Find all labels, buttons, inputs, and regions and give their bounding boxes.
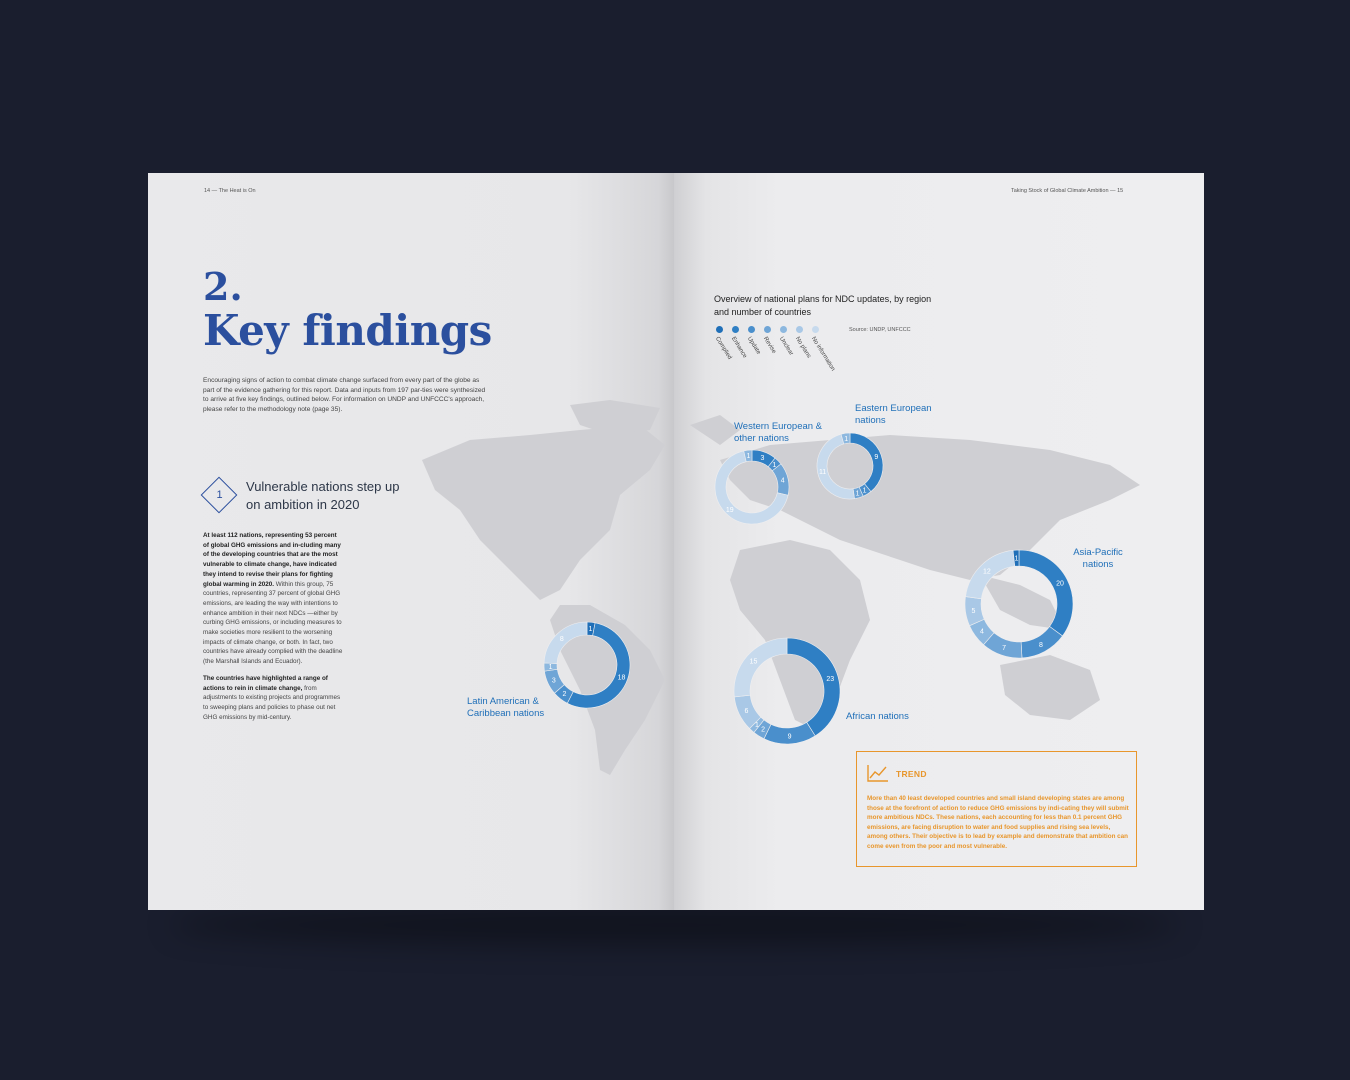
body-p1-rest: Within this group, 75 countries, representing 37 percent of global GHG emissions, are leading the way with intentions to enhance ambition in their next NDCs —either by curbing GHG emissions, or including measures to make societies more resilient to the worsening impacts of climate change, or both. In fact, two countries have already complied with the deadline (the Marshall Islands and Ecuador). — [203, 580, 343, 666]
donut-segment-enhance — [850, 433, 883, 495]
trend-box — [856, 751, 1137, 867]
donut-segment-label: 1 — [588, 626, 593, 634]
legend-label-no-information: No information — [809, 336, 836, 373]
region-label-eastern: Eastern European nations — [855, 403, 932, 426]
donut-segment-label: 3 — [551, 677, 556, 685]
legend-label-enhance: Enhance — [729, 336, 748, 360]
chart-source: Source: UNDP, UNFCCC — [849, 327, 911, 333]
running-header-right: Taking Stock of Global Climate Ambition — 15 — [1011, 188, 1124, 194]
donut-segment-label: 1 — [1014, 555, 1019, 563]
donut-segment-label: 19 — [725, 506, 734, 514]
trend-text: More than 40 least developed countries and small island developing states are among those at the forefront of action to reduce GHG emissions by indi-cating they will submit more ambitious NDCs. These nations, each accounting for less than 0.1 percent GHG emissions, are facing disruption to water and food supplies and rising sea levels, among others. Their objective is to lead by example and demonstrate that ambition can come even from the poor and most vulnerable. — [867, 795, 1129, 850]
chapter-number: 2. — [203, 264, 243, 309]
donut-segment-label: 8 — [559, 636, 564, 644]
intro-paragraph: Encouraging signs of action to combat climate change surfaced from every part of the globe as part of the evidence gathering for this report. Data and inputs from 197 par-ties were synthesized to arrive at five key findings, outlined below. For information on UNDP and UNFCCC's approach, please refer to the methodology note (page 35). — [203, 377, 486, 413]
donut-segment-label: 6 — [744, 708, 749, 716]
donut-segment-label: 1 — [844, 435, 849, 443]
donut-segment-label: 2 — [562, 691, 567, 699]
legend-label-update: Update — [745, 336, 762, 356]
finding-title: Vulnerable nations step up on ambition in 2020 — [246, 479, 400, 512]
donut-segment-label: 1 — [862, 487, 867, 495]
body-p2-rest: from adjustments to existing projects and programmes to sweeping plans and policies to phase out net GHG emissions by mid-century. — [203, 684, 341, 721]
legend-label-no-plans: No plans — [793, 336, 812, 360]
donut-segment-label: 1 — [772, 462, 777, 470]
donut-segment-label: 15 — [749, 658, 758, 666]
donut-segment-label: 11 — [818, 469, 827, 477]
donut-western-european-other-nations — [715, 450, 789, 524]
legend-label-revise: Revise — [761, 336, 777, 355]
donut-segment-no-information — [734, 638, 787, 697]
donut-asia-pacific-nations — [965, 550, 1073, 658]
donut-segment-label: 23 — [826, 676, 835, 684]
donut-segment-label: 4 — [780, 477, 785, 485]
legend-label-complied: Complied — [713, 336, 733, 361]
legend-label-unclear: Unclear — [777, 336, 794, 357]
donut-segment-label: 12 — [983, 568, 991, 576]
body-p1-bold: At least 112 nations, representing 53 percent of global GHG emissions and in-cluding many of the developing countries that are the most vulnerable to climate change, have indicated they intend to revise their plans for fighting global warming in 2020. — [203, 532, 341, 588]
donut-segment-label: 1 — [855, 490, 860, 498]
donut-segment-no-information — [544, 622, 587, 664]
region-label-latam: Latin American & Caribbean nations — [467, 696, 545, 719]
finding-number: 1 — [216, 489, 223, 501]
donut-segment-label: 7 — [1002, 645, 1007, 653]
donut-segment-label: 9 — [787, 733, 792, 741]
donut-segment-label: 20 — [1056, 580, 1064, 588]
donut-segment-label: 8 — [1038, 641, 1043, 649]
donut-segment-label: 3 — [760, 454, 765, 462]
region-label-western: Western European & other nations — [734, 421, 823, 444]
region-label-asia: Asia-Pacific nations — [1073, 547, 1123, 570]
donut-segment-enhance — [787, 638, 840, 736]
chart-title: Overview of national plans for NDC updates, by region and number of countries — [714, 294, 932, 317]
trend-label: TREND — [896, 769, 927, 779]
donut-segment-label: 5 — [971, 607, 976, 615]
donut-segment-label: 1 — [746, 453, 751, 461]
region-label-africa: African nations — [846, 711, 909, 722]
donut-segment-label: 9 — [874, 454, 879, 462]
donut-segment-label: 4 — [979, 628, 984, 636]
donut-segment-label: 1 — [755, 722, 759, 730]
donut-african-nations — [734, 638, 840, 744]
donut-segment-label: 1 — [548, 664, 553, 672]
donut-segment-label: 2 — [761, 726, 766, 734]
chapter-title: Key findings — [203, 306, 492, 355]
donut-segment-label: 18 — [617, 674, 626, 682]
running-header-left: 14 — The Heat is On — [204, 188, 256, 194]
trend-chart-icon — [867, 764, 889, 782]
body-p2-bold: The countries have highlighted a range of actions to rein in climate change, — [203, 674, 328, 692]
